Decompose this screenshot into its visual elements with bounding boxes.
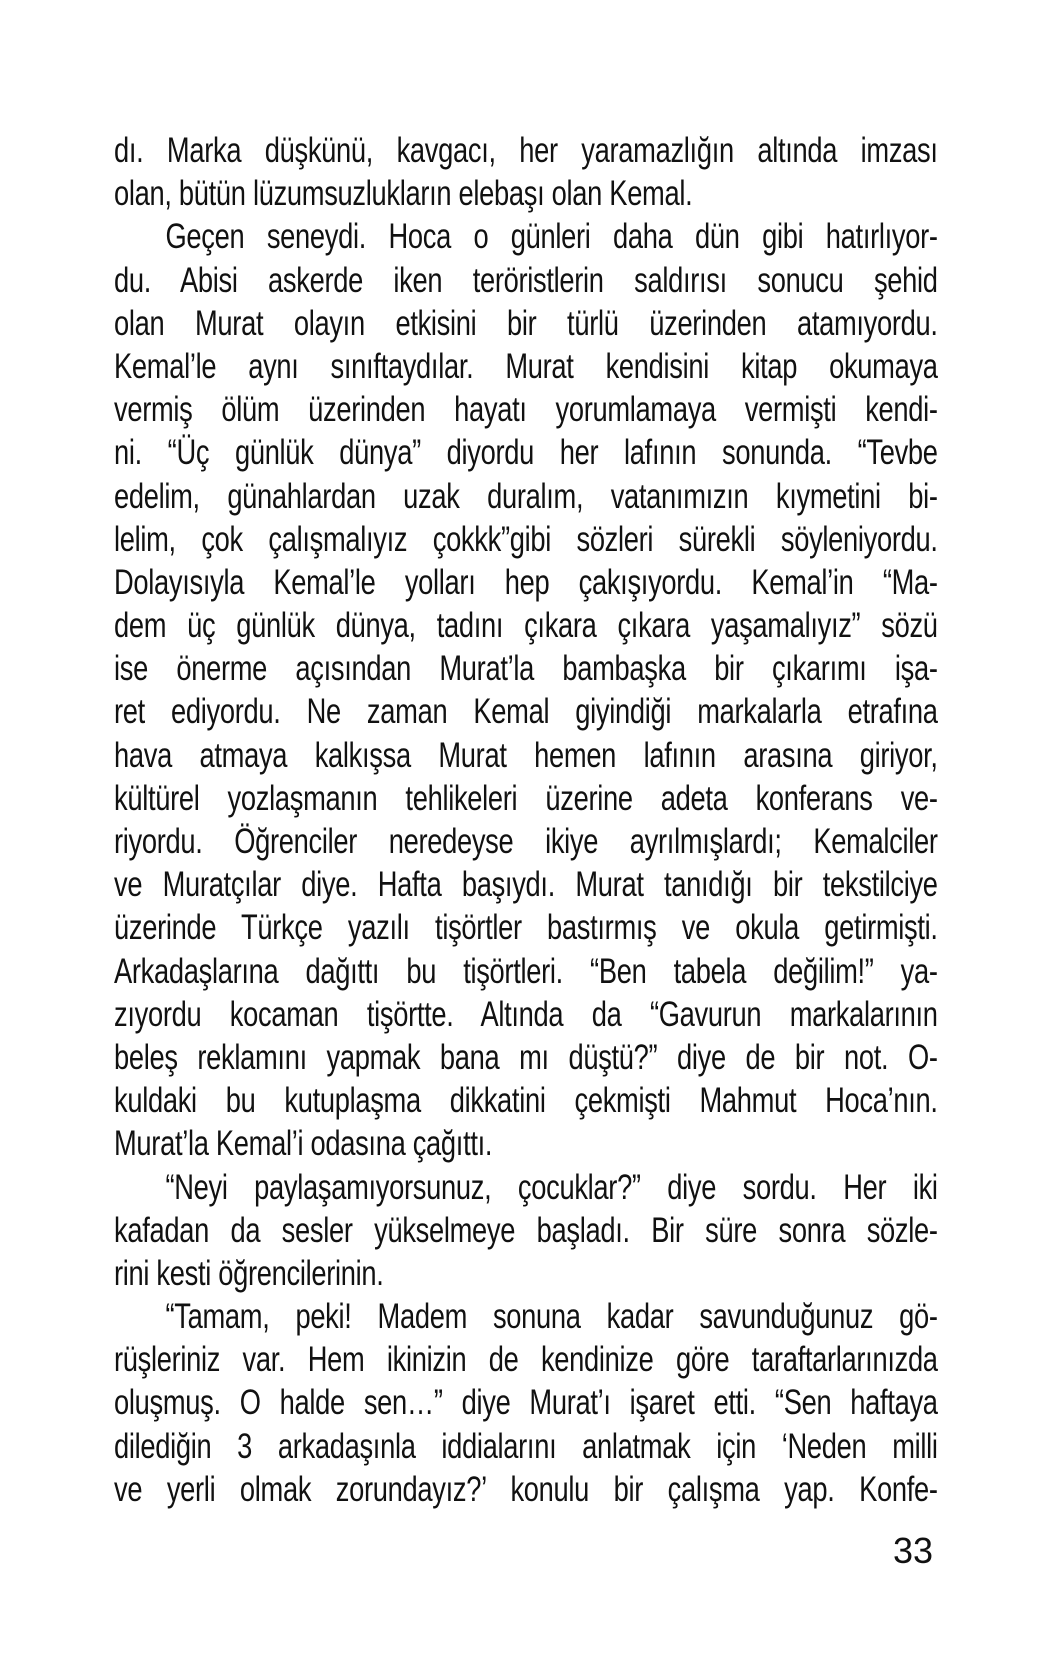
text-line: “Tamam, peki! Madem sonuna kadar savunduğunuz gö- bbox=[165, 1297, 938, 1337]
text-line: vermiş ölüm üzerinden hayatı yorumlamaya vermişti kendi- bbox=[114, 390, 938, 430]
page-number: 33 bbox=[892, 1530, 933, 1571]
text-line: Geçen seneydi. Hoca o günleri daha dün gibi hatırlıyor- bbox=[165, 217, 938, 257]
text-line: rüşleriniz var. Hem ikinizin de kendinize göre taraftarlarınızda bbox=[114, 1340, 938, 1380]
text-line: edelim, günahlardan uzak duralım, vatanımızın kıymetini bi- bbox=[114, 476, 938, 516]
text-line: üzerinde Türkçe yazılı tişörtler bastırmış ve okula getirmişti. bbox=[114, 908, 938, 948]
text-line: dilediğin 3 arkadaşınla iddialarını anlatmak için ‘Neden milli bbox=[114, 1426, 938, 1466]
text-line: ise önerme açısından Murat’la bambaşka bir çıkarımı işa- bbox=[114, 649, 938, 689]
text-line: du. Abisi askerde iken teröristlerin saldırısı sonucu şehid bbox=[114, 260, 938, 300]
text-line: Dolayısıyla Kemal’le yolları hep çakışıyordu. Kemal’in “Ma- bbox=[114, 562, 938, 602]
text-line: riyordu. Öğrenciler neredeyse ikiye ayrılmışlardı; Kemalciler bbox=[114, 822, 938, 861]
body-text bbox=[114, 129, 938, 1511]
text-line: rini kesti öğrencilerinin. bbox=[114, 1253, 384, 1293]
text-line: Arkadaşlarına dağıttı bu tişörtleri. “Ben tabela değilim!” ya- bbox=[114, 951, 938, 991]
text-line: ret ediyordu. Ne zaman Kemal giyindiği markalarla etrafına bbox=[114, 692, 938, 732]
text-line: dı. Marka düşkünü, kavgacı, her yaramazlığın altında imzası bbox=[114, 131, 938, 170]
text-line: olan Murat olayın etkisini bir türlü üzerinden atamıyordu. bbox=[114, 303, 938, 343]
text-line: kültürel yozlaşmanın tehlikeleri üzerine adeta konferans ve- bbox=[114, 778, 938, 818]
text-line: dem üç günlük dünya, tadını çıkara çıkara yaşamalıyız” sözü bbox=[114, 606, 938, 646]
text-line: Murat’la Kemal’i odasına çağıttı. bbox=[114, 1124, 493, 1164]
text-line: lelim, çok çalışmalıyız çokkk”gibi sözleri sürekli söyleniyordu. bbox=[114, 519, 938, 559]
text-line: oluşmuş. O halde sen…” diye Murat’ı işaret etti. “Sen haftaya bbox=[114, 1383, 938, 1423]
text-line: beleş reklamını yapmak bana mı düştü?” diye de bir not. O- bbox=[114, 1037, 938, 1077]
text-line: ve yerli olmak zorundayız?’ konulu bir çalışma yap. Konfe- bbox=[114, 1469, 938, 1509]
text-line: kuldaki bu kutuplaşma dikkatini çekmişti Mahmut Hoca’nın. bbox=[114, 1081, 938, 1121]
text-line: ni. “Üç günlük dünya” diyordu her lafının sonunda. “Tevbe bbox=[114, 433, 938, 473]
text-line: “Neyi paylaşamıyorsunuz, çocuklar?” diye sordu. Her iki bbox=[165, 1167, 938, 1207]
text-line: ve Muratçılar diye. Hafta başıydı. Murat tanıdığı bir tekstilciye bbox=[114, 865, 938, 905]
text-line: Kemal’le aynı sınıftaydılar. Murat kendisini kitap okumaya bbox=[114, 346, 938, 386]
text-line: hava atmaya kalkışsa Murat hemen lafının arasına giriyor, bbox=[114, 735, 938, 775]
text-line: olan, bütün lüzumsuzlukların elebaşı olan Kemal. bbox=[114, 174, 693, 214]
text-line: zıyordu kocaman tişörtte. Altında da “Gavurun markalarının bbox=[114, 994, 938, 1034]
text-line: kafadan da sesler yükselmeye başladı. Bir süre sonra sözle- bbox=[114, 1210, 938, 1250]
